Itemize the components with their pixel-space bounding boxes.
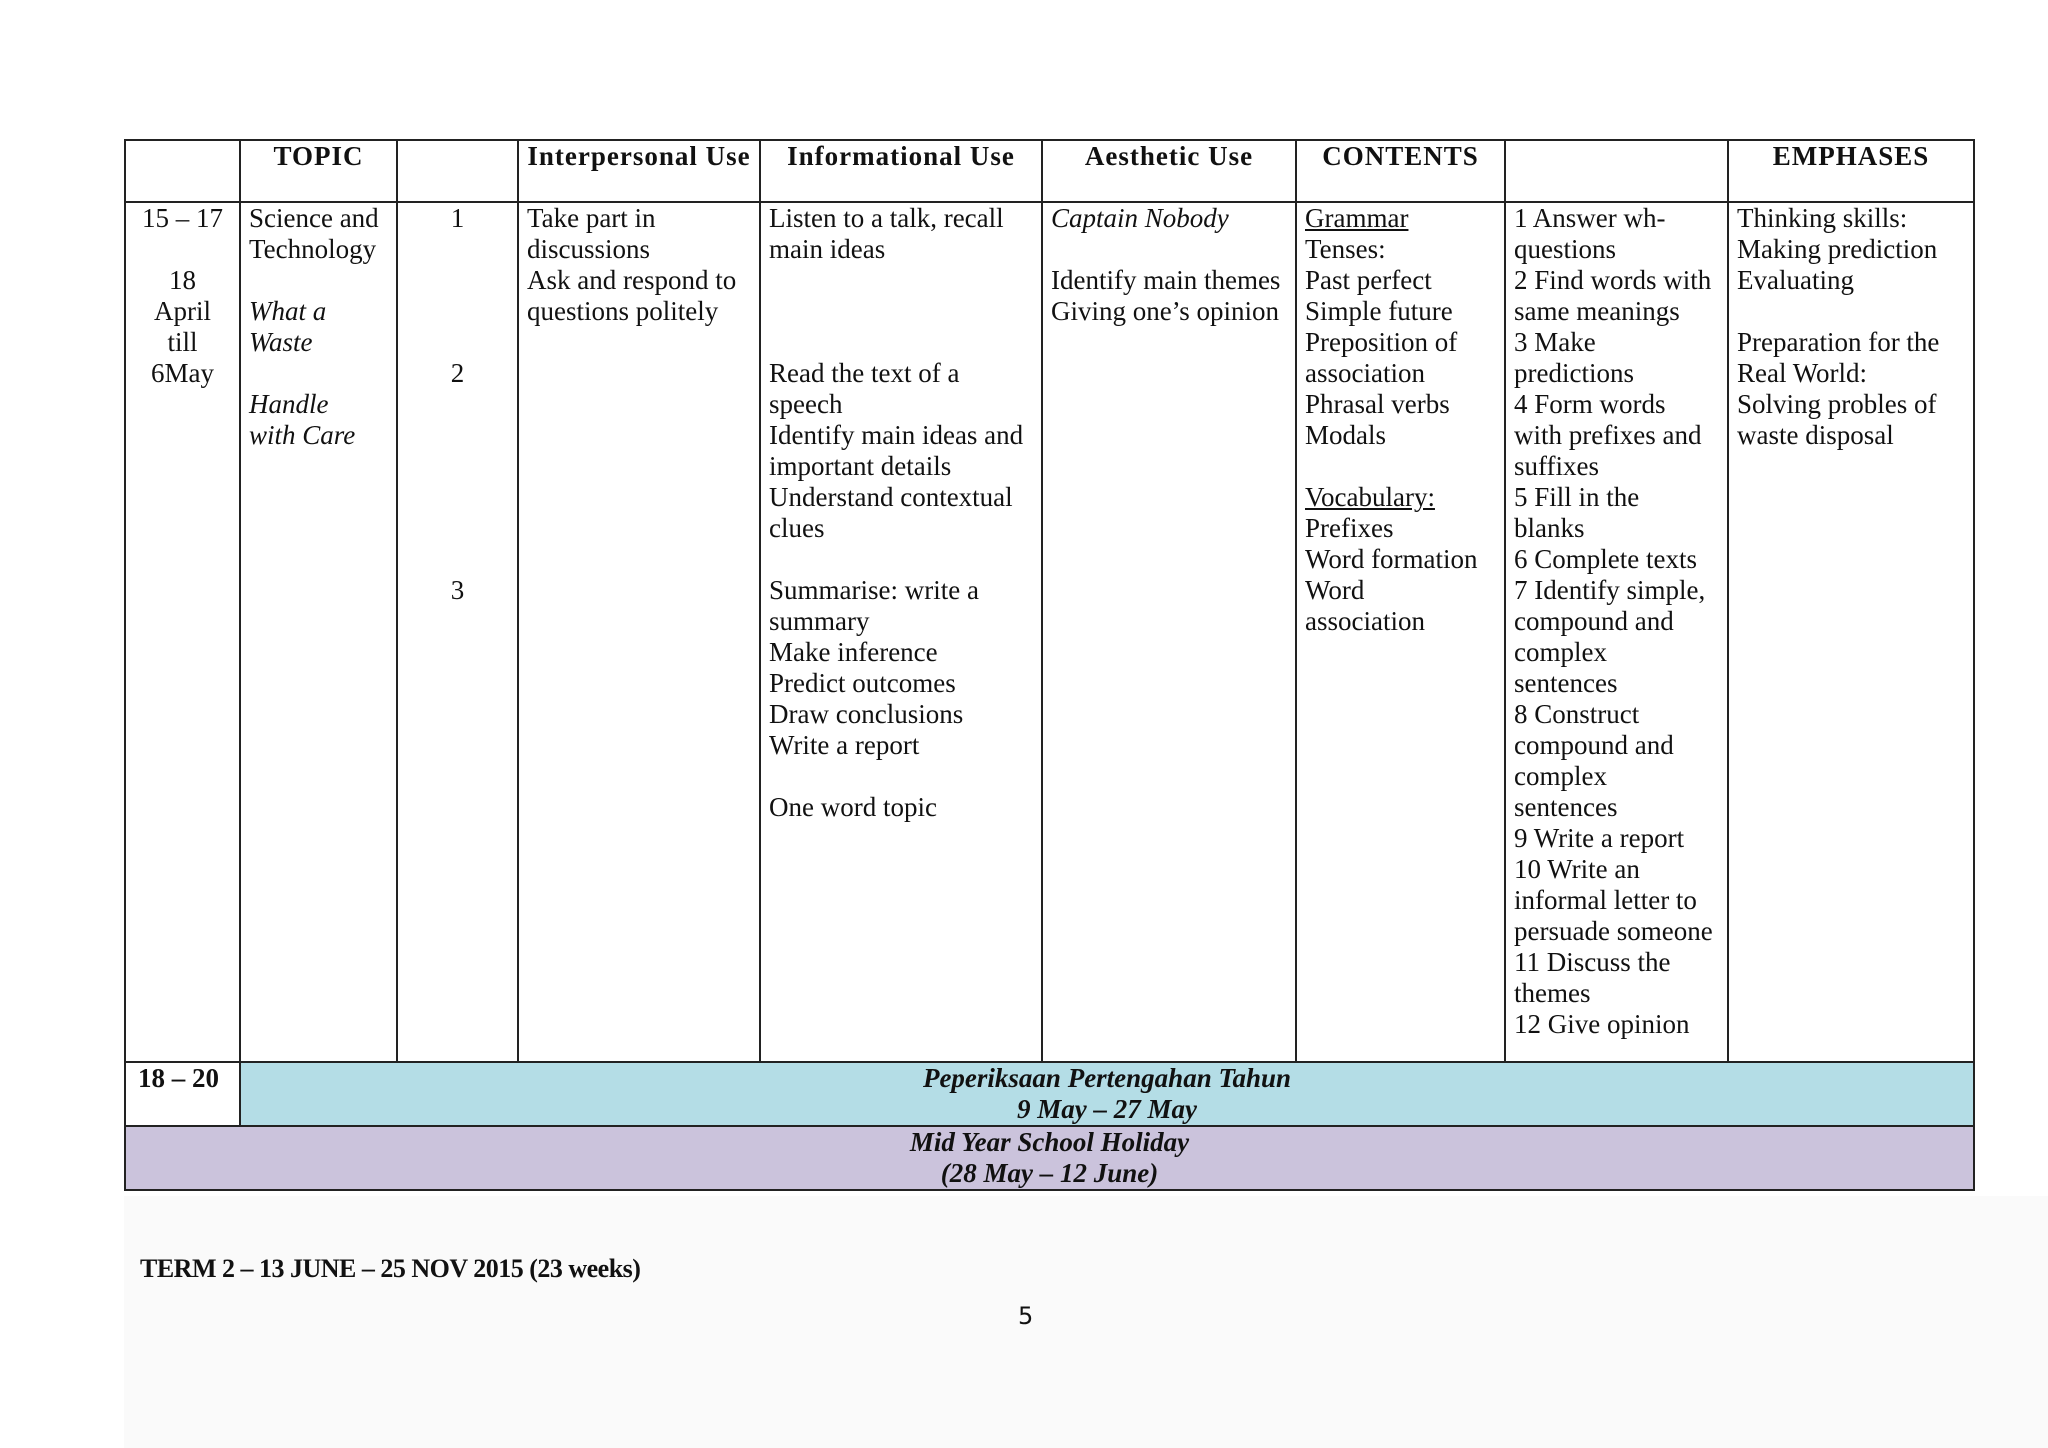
term-heading: TERM 2 – 13 JUNE – 25 NOV 2015 (23 weeks)	[140, 1254, 641, 1283]
outcome-line: 7 Identify simple,	[1514, 575, 1706, 605]
interpersonal-line: discussions	[527, 234, 651, 264]
outcome-line: 5 Fill in the	[1514, 482, 1640, 512]
outcome-line: 8 Construct	[1514, 699, 1640, 729]
aesthetic-line: Identify main themes	[1051, 265, 1281, 295]
emphases-cell	[1728, 202, 1974, 1062]
outcome-line: predictions	[1514, 358, 1634, 388]
aesthetic-line: Captain Nobody	[1051, 203, 1229, 233]
holiday-banner	[125, 1126, 1974, 1190]
contents-line: Prefixes	[1305, 513, 1394, 543]
contents-line: Simple future	[1305, 296, 1453, 326]
week-date-line: 18	[169, 265, 196, 295]
informational-line: important details	[769, 451, 952, 481]
header-emphases: EMPHASES	[1728, 140, 1974, 202]
outcome-line: compound and	[1514, 606, 1674, 636]
interpersonal-cell	[518, 202, 760, 1062]
informational-cell	[760, 202, 1042, 1062]
contents-cell	[1296, 202, 1505, 1062]
week-cell	[125, 202, 240, 1062]
contents-line: Past perfect	[1305, 265, 1432, 295]
outcome-line: sentences	[1514, 792, 1618, 822]
informational-line: Summarise: write a	[769, 575, 979, 605]
emphases-line: Making prediction	[1737, 234, 1938, 264]
exam-row	[125, 1062, 1974, 1126]
contents-line: Vocabulary:	[1305, 482, 1435, 512]
outcome-line: 12 Give opinion	[1514, 1009, 1690, 1039]
exam-banner	[240, 1062, 1974, 1126]
outcome-line: 1 Answer wh-	[1514, 203, 1666, 233]
contents-line: Modals	[1305, 420, 1386, 450]
informational-line: One word topic	[769, 792, 937, 822]
informational-line: main ideas	[769, 234, 886, 264]
emphases-line: Solving probles of	[1737, 389, 1937, 419]
topic-line: Science and	[249, 203, 379, 233]
emphases-line: Evaluating	[1737, 265, 1854, 295]
emphases-line: Real World:	[1737, 358, 1868, 388]
outcome-line: compound and	[1514, 730, 1674, 760]
header-week	[125, 140, 240, 202]
outcome-line: 11 Discuss the	[1514, 947, 1671, 977]
header-interpersonal-use: Interpersonal Use	[518, 140, 760, 202]
table-row	[125, 202, 1974, 1062]
informational-line: Write a report	[769, 730, 920, 760]
contents-line: Word formation	[1305, 544, 1478, 574]
outcome-line: 9 Write a report	[1514, 823, 1685, 853]
header-aesthetic-use: Aesthetic Use	[1042, 140, 1296, 202]
lesson-number: 2	[450, 358, 465, 388]
week-date-line: April	[154, 296, 211, 326]
informational-line: Draw conclusions	[769, 699, 964, 729]
holiday-row	[125, 1126, 1974, 1190]
informational-line: Listen to a talk, recall	[769, 203, 1004, 233]
informational-line: summary	[769, 606, 870, 636]
outcome-line: sentences	[1514, 668, 1618, 698]
contents-line: association	[1305, 606, 1425, 636]
page-footer-shade	[124, 1196, 2048, 1448]
contents-line: Preposition of	[1305, 327, 1458, 357]
outcome-line: 10 Write an	[1514, 854, 1640, 884]
outcome-line: same meanings	[1514, 296, 1680, 326]
informational-line: Read the text of a	[769, 358, 960, 388]
scheme-of-work-table	[124, 139, 1975, 1191]
holiday-dates: (28 May – 12 June)	[940, 1158, 1159, 1188]
topic-line: Technology	[249, 234, 377, 264]
topic-cell	[240, 202, 397, 1062]
week-range: 15 – 17	[142, 203, 223, 233]
week-date-line: till	[167, 327, 198, 357]
outcomes-cell	[1505, 202, 1728, 1062]
topic-line: Handle	[249, 389, 329, 419]
informational-line: Understand contextual	[769, 482, 1013, 512]
interpersonal-line: Take part in	[527, 203, 656, 233]
informational-line: clues	[769, 513, 825, 543]
header-contents: CONTENTS	[1296, 140, 1505, 202]
interpersonal-line: questions politely	[527, 296, 719, 326]
outcome-line: 4 Form words	[1514, 389, 1666, 419]
outcome-line: themes	[1514, 978, 1591, 1008]
contents-line: Grammar	[1305, 203, 1409, 233]
lesson-cell	[397, 202, 518, 1062]
aesthetic-line: Giving one’s opinion	[1051, 296, 1279, 326]
outcome-line: blanks	[1514, 513, 1585, 543]
lesson-number: 1	[450, 203, 465, 233]
topic-line: Waste	[249, 327, 313, 357]
outcome-line: persuade someone	[1514, 916, 1713, 946]
outcome-line: complex	[1514, 761, 1607, 791]
topic-line: What a	[249, 296, 327, 326]
lesson-number: 3	[450, 575, 465, 605]
outcome-line: informal letter to	[1514, 885, 1697, 915]
emphases-line: waste disposal	[1737, 420, 1894, 450]
exam-week: 18 – 20	[125, 1062, 240, 1126]
topic-line: with Care	[249, 420, 356, 450]
contents-line: association	[1305, 358, 1425, 388]
page-number: 5	[1018, 1302, 1034, 1330]
emphases-line: Thinking skills:	[1737, 203, 1908, 233]
outcome-line: 2 Find words with	[1514, 265, 1712, 295]
exam-dates: 9 May – 27 May	[1017, 1094, 1197, 1124]
outcome-line: with prefixes and	[1514, 420, 1702, 450]
week-date-line: 6May	[151, 358, 214, 388]
emphases-line: Preparation for the	[1737, 327, 1940, 357]
holiday-title: Mid Year School Holiday	[909, 1127, 1190, 1157]
header-informational-use: Informational Use	[760, 140, 1042, 202]
outcome-line: questions	[1514, 234, 1617, 264]
informational-line: Identify main ideas and	[769, 420, 1024, 450]
header-topic: TOPIC	[240, 140, 397, 202]
outcome-line: complex	[1514, 637, 1607, 667]
interpersonal-line: Ask and respond to	[527, 265, 737, 295]
table-header-row	[125, 140, 1974, 202]
header-lesson	[397, 140, 518, 202]
outcome-line: suffixes	[1514, 451, 1599, 481]
exam-title: Peperiksaan Pertengahan Tahun	[922, 1063, 1292, 1093]
informational-line: Predict outcomes	[769, 668, 956, 698]
aesthetic-cell	[1042, 202, 1296, 1062]
outcome-line: 6 Complete texts	[1514, 544, 1697, 574]
contents-line: Word	[1305, 575, 1365, 605]
informational-line: Make inference	[769, 637, 938, 667]
header-outcomes	[1505, 140, 1728, 202]
contents-line: Phrasal verbs	[1305, 389, 1450, 419]
informational-line: speech	[769, 389, 843, 419]
contents-line: Tenses:	[1305, 234, 1386, 264]
outcome-line: 3 Make	[1514, 327, 1596, 357]
